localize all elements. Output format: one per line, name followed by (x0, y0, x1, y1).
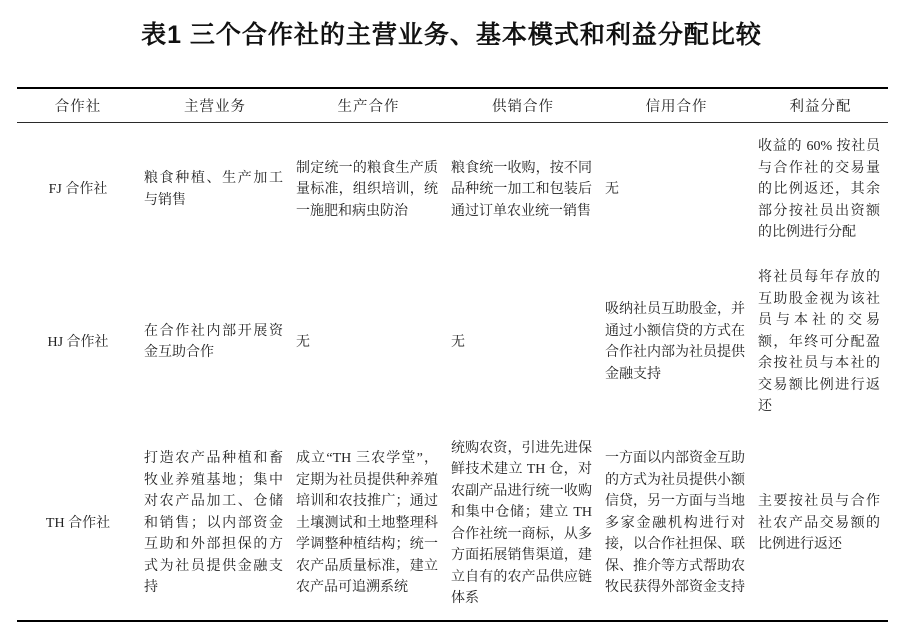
cell-production: 无 (296, 334, 310, 350)
header-cell-cooperative: 合作社 (17, 88, 139, 122)
cell-cooperative-name: FJ 合作社 (48, 182, 108, 197)
cell-production: 成立“TH 三农学堂”，定期为社员提供种养殖培训和农技推广；通过土壤测试和土地整理科学调整种植结构；统一农产品质量标准，建立农产品可追溯系统 (296, 451, 438, 596)
cell-main-business: 粮食种植、生产加工与销售 (144, 171, 283, 208)
cell-main-business: 在合作社内部开展资金互助合作 (144, 323, 283, 361)
header-row (17, 88, 888, 122)
table-row-th (17, 428, 888, 621)
table-row-hj (17, 257, 888, 428)
cell-supply-marketing: 无 (451, 334, 465, 350)
cell-production: 制定统一的粮食生产质量标准，组织培训，统一施肥和病虫防治 (296, 160, 438, 219)
cell-credit: 吸纳社员互助股金，并通过小额信贷的方式在合作社内部为社员提供金融支持 (605, 302, 745, 382)
cell-benefit: 将社员每年存放的互助股金视为该社员与本社的交易额，年终可分配盈余按社员与本社的交易额比例进行返还 (758, 270, 880, 414)
header-cell-production: 生产合作 (291, 88, 446, 122)
cell-credit: 无 (605, 182, 619, 197)
cell-credit: 一方面以内部资金互助的方式为社员提供小额信贷，另一方面与当地多家金融机构进行对接，以合作社担保、联保、推介等方式帮助农牧民获得外部资金支持 (605, 451, 745, 596)
comparison-table (17, 87, 888, 622)
header-cell-main-business: 主营业务 (139, 88, 291, 122)
cell-cooperative-name: HJ 合作社 (47, 334, 109, 350)
cell-supply-marketing: 粮食统一收购，按不同品种统一加工和包装后通过订单农业统一销售 (451, 160, 592, 219)
header-cell-credit: 信用合作 (600, 88, 753, 122)
table-title: 表1 三个合作社的主营业务、基本模式和利益分配比较 (141, 21, 762, 49)
header-cell-supply-marketing: 供销合作 (446, 88, 600, 122)
cell-benefit: 收益的 60% 按社员与合作社的交易量的比例返还，其余部分按社员出资额的比例进行分配 (758, 139, 880, 240)
cell-cooperative-name: TH 合作社 (45, 515, 111, 531)
header-cell-benefit: 利益分配 (753, 88, 888, 122)
cell-supply-marketing: 统购农资，引进先进保鲜技术建立 TH 仓，对农副产品进行统一收购和集中仓储；建立 TH 合作社统一商标，从多方面拓展销售渠道，建立自有的农产品供应链体系 (451, 440, 592, 606)
cell-main-business: 打造农产品种植和畜牧业养殖基地；集中对农产品加工、仓储和销售；以内部资金互助和外部担保的方式为社员提供金融支持 (144, 451, 283, 596)
cell-benefit: 主要按社员与合作社农产品交易额的比例进行返还 (758, 494, 880, 553)
table-row-fj (17, 122, 888, 257)
